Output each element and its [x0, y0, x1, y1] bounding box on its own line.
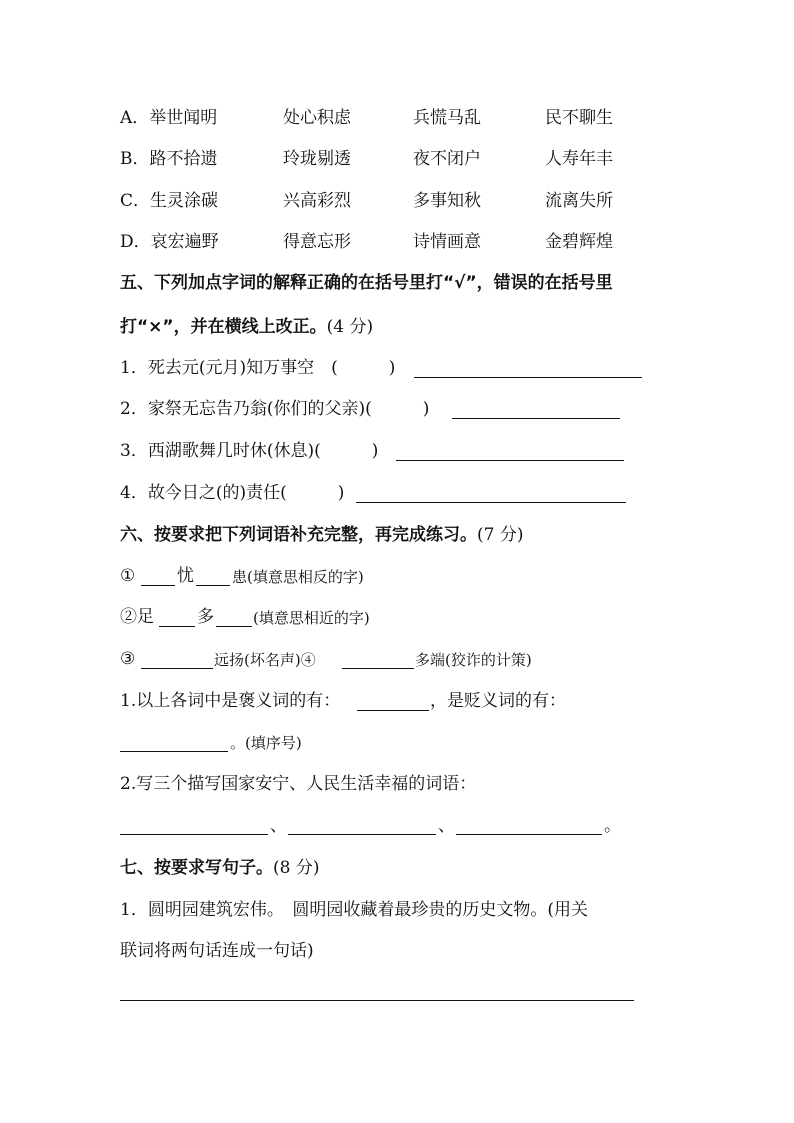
q5-points: (4 分) [326, 317, 374, 337]
option-d1: D．哀宏遍野 [120, 232, 219, 252]
q5-title-text: 打“×”，并在横线上改正。 [120, 317, 327, 337]
q7-title: 七、按要求写句子。 [120, 858, 273, 878]
q7-title-line [120, 857, 319, 879]
q6-title-line [120, 524, 523, 546]
q5-answer-line-2[interactable] [452, 418, 620, 419]
q5-item-4: 4．故今日之(的)责任( ) [120, 483, 345, 503]
q6-word-blank-c[interactable] [456, 834, 602, 835]
q6-separator-1: 、 [270, 816, 287, 836]
q5-answer-line-4[interactable] [356, 502, 626, 503]
q6-word2-blank-1[interactable] [159, 626, 195, 627]
q6-word4-blank[interactable] [342, 668, 414, 669]
q6-practice1-end: 。(填序号) [230, 734, 302, 752]
q6-points: (7 分) [477, 525, 524, 545]
option-a4: 民不聊生 [545, 108, 613, 128]
option-c1: C．生灵涂碳 [120, 191, 219, 211]
option-a2: 处心积虑 [283, 108, 351, 128]
q6-word1-blank-1[interactable] [141, 585, 175, 586]
q6-word3-blank[interactable] [141, 668, 213, 669]
q5-item-3: 3．西湖歌舞几时休(休息)( ) [120, 441, 379, 461]
q6-word3-prefix: ③ [120, 649, 136, 669]
q6-commendatory-blank[interactable] [357, 710, 429, 711]
option-c4: 流离失所 [545, 191, 613, 211]
q6-practice1-mid: ，是贬义词的有： [430, 691, 566, 711]
option-b3: 夜不闭户 [413, 149, 481, 169]
option-b2: 玲珑剔透 [283, 149, 351, 169]
q5-answer-line-1[interactable] [414, 377, 642, 378]
q6-word2-blank-2[interactable] [216, 626, 252, 627]
q5-title-line2 [120, 316, 373, 338]
q5-item-2: 2．家祭无忘告乃翁(你们的父亲)( ) [120, 399, 430, 419]
q6-word4-suffix: 多端(狡诈的计策) [415, 651, 532, 669]
q6-end-mark: 。 [604, 816, 621, 836]
option-b1: B．路不拾遗 [120, 149, 218, 169]
q7-item1-line2: 联词将两句话连成一句话) [120, 941, 314, 961]
q6-word2-suffix: (填意思相近的字) [253, 609, 370, 627]
option-a3: 兵慌马乱 [413, 108, 481, 128]
q7-answer-line[interactable] [120, 1000, 634, 1001]
q6-word-blank-a[interactable] [120, 834, 268, 835]
option-d2: 得意忘形 [283, 232, 351, 252]
q5-answer-line-3[interactable] [396, 460, 624, 461]
q6-practice1-label: 1.以上各词中是褒义词的有： [120, 691, 341, 711]
option-b4: 人寿年丰 [545, 149, 613, 169]
option-c3: 多事知秋 [413, 191, 481, 211]
q5-item-1: 1．死去元(元月)知万事空 ( ) [120, 358, 396, 378]
q7-points: (8 分) [273, 858, 320, 878]
option-a1: A．举世闻明 [120, 108, 218, 128]
q7-item1-line1: 1．圆明园建筑宏伟。 圆明园收藏着最珍贵的历史文物。(用关 [120, 900, 588, 920]
q6-word2-prefix: ②足 [120, 607, 154, 627]
q6-word1-prefix: ① [120, 566, 136, 586]
q6-word1-blank-2[interactable] [196, 585, 230, 586]
option-d3: 诗情画意 [413, 232, 481, 252]
q6-word2-mid: 多 [197, 607, 214, 627]
q6-word-blank-b[interactable] [288, 834, 436, 835]
q6-title: 六、按要求把下列词语补充完整，再完成练习。 [120, 525, 477, 545]
q5-title-line1: 五、下列加点字词的解释正确的在括号里打“√”，错误的在括号里 [120, 273, 613, 293]
option-c2: 兴高彩烈 [283, 191, 351, 211]
q6-word1-suffix: 患(填意思相反的字) [232, 568, 364, 586]
q6-separator-2: 、 [438, 816, 455, 836]
q6-derogatory-blank[interactable] [120, 751, 228, 752]
q6-practice2-label: 2.写三个描写国家安宁、人民生活幸福的词语： [120, 774, 477, 794]
q6-word3-suffix: 远扬(坏名声)④ [214, 651, 316, 669]
q6-word1-mid: 忧 [177, 566, 194, 586]
option-d4: 金碧辉煌 [545, 232, 613, 252]
